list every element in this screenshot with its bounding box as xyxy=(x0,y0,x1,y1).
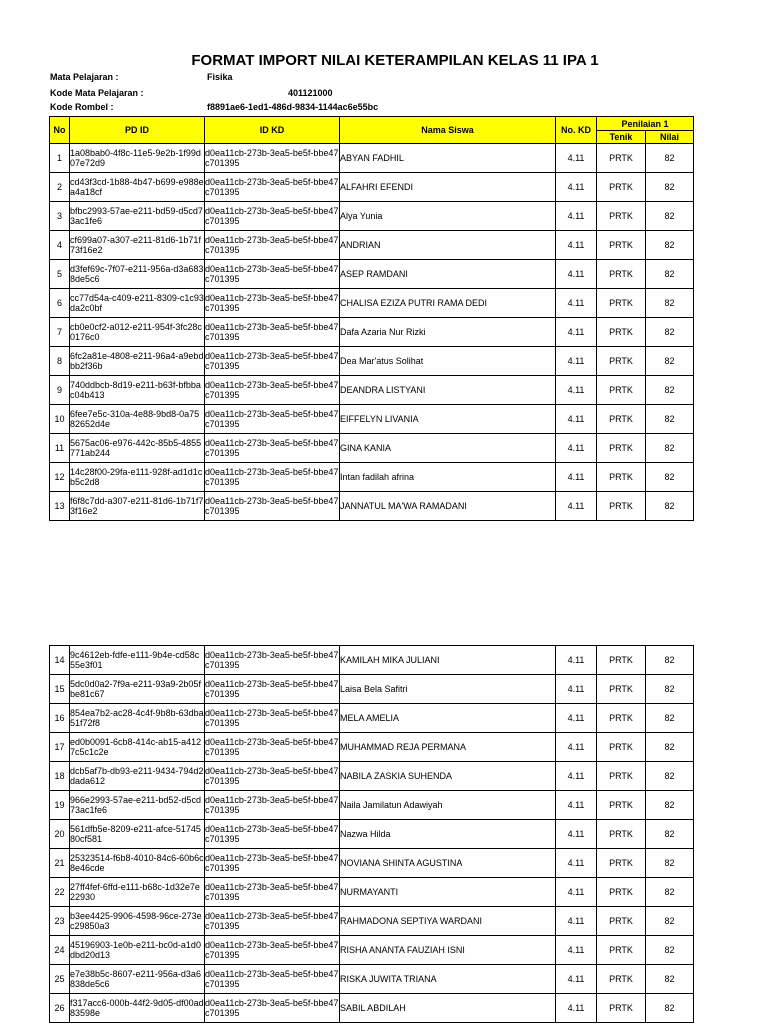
cell-id-kd: d0ea11cb-273b-3ea5-be5f-bbe47c701395 xyxy=(205,878,340,907)
cell-pd-id: b3ee4425-9906-4598-96ce-273ec29850a3 xyxy=(70,907,205,936)
cell-no: 6 xyxy=(50,289,70,318)
cell-no-kd: 4.11 xyxy=(556,376,597,405)
cell-id-kd: d0ea11cb-273b-3ea5-be5f-bbe47c701395 xyxy=(205,492,340,521)
cell-no-kd: 4.11 xyxy=(556,434,597,463)
cell-score: 82 xyxy=(646,463,694,492)
cell-pd-id: 854ea7b2-ac28-4c4f-9b8b-63dba51f72f8 xyxy=(70,704,205,733)
cell-id-kd: d0ea11cb-273b-3ea5-be5f-bbe47c701395 xyxy=(205,347,340,376)
cell-technique: PRTK xyxy=(597,231,646,260)
cell-technique: PRTK xyxy=(597,318,646,347)
cell-student-name: SABIL ABDILAH xyxy=(340,994,556,1023)
cell-technique: PRTK xyxy=(597,347,646,376)
cell-student-name: EIFFELYN LIVANIA xyxy=(340,405,556,434)
cell-pd-id: 9c4612eb-fdfe-e111-9b4e-cd58c55e3f01 xyxy=(70,646,205,675)
cell-id-kd: d0ea11cb-273b-3ea5-be5f-bbe47c701395 xyxy=(205,907,340,936)
cell-technique: PRTK xyxy=(597,492,646,521)
cell-score: 82 xyxy=(646,231,694,260)
cell-no: 4 xyxy=(50,231,70,260)
table-row xyxy=(50,173,694,202)
grades-table-bottom xyxy=(49,645,694,1023)
cell-technique: PRTK xyxy=(597,405,646,434)
cell-id-kd: d0ea11cb-273b-3ea5-be5f-bbe47c701395 xyxy=(205,994,340,1023)
cell-technique: PRTK xyxy=(597,173,646,202)
table-row xyxy=(50,347,694,376)
cell-no: 12 xyxy=(50,463,70,492)
table-row xyxy=(50,994,694,1023)
cell-student-name: RAHMADONA SEPTIYA WARDANI xyxy=(340,907,556,936)
cell-score: 82 xyxy=(646,405,694,434)
cell-student-name: Naila Jamilatun Adawiyah xyxy=(340,791,556,820)
cell-no-kd: 4.11 xyxy=(556,965,597,994)
table-row xyxy=(50,733,694,762)
cell-no-kd: 4.11 xyxy=(556,936,597,965)
cell-no: 24 xyxy=(50,936,70,965)
cell-id-kd: d0ea11cb-273b-3ea5-be5f-bbe47c701395 xyxy=(205,675,340,704)
cell-id-kd: d0ea11cb-273b-3ea5-be5f-bbe47c701395 xyxy=(205,260,340,289)
header-assessment: Penilaian 1 xyxy=(597,117,694,131)
table-row xyxy=(50,646,694,675)
table-row xyxy=(50,878,694,907)
header-no: No xyxy=(50,117,70,144)
cell-id-kd: d0ea11cb-273b-3ea5-be5f-bbe47c701395 xyxy=(205,965,340,994)
header-no-kd: No. KD xyxy=(556,117,597,144)
cell-student-name: RISHA ANANTA FAUZIAH ISNI xyxy=(340,936,556,965)
cell-technique: PRTK xyxy=(597,907,646,936)
cell-technique: PRTK xyxy=(597,994,646,1023)
cell-student-name: ALFAHRI EFENDI xyxy=(340,173,556,202)
cell-no-kd: 4.11 xyxy=(556,791,597,820)
header-pd-id: PD ID xyxy=(70,117,205,144)
cell-score: 82 xyxy=(646,994,694,1023)
page-title: FORMAT IMPORT NILAI KETERAMPILAN KELAS 11 IPA 1 xyxy=(191,52,599,69)
cell-pd-id: 6fee7e5c-310a-4e88-9bd8-0a7582652d4e xyxy=(70,405,205,434)
cell-no-kd: 4.11 xyxy=(556,260,597,289)
cell-no-kd: 4.11 xyxy=(556,318,597,347)
cell-student-name: Dea Mar'atus Solihat xyxy=(340,347,556,376)
cell-no: 10 xyxy=(50,405,70,434)
cell-id-kd: d0ea11cb-273b-3ea5-be5f-bbe47c701395 xyxy=(205,733,340,762)
cell-technique: PRTK xyxy=(597,762,646,791)
table-row xyxy=(50,144,694,173)
cell-no-kd: 4.11 xyxy=(556,733,597,762)
cell-no: 16 xyxy=(50,704,70,733)
cell-student-name: Laisa Bela Safitri xyxy=(340,675,556,704)
cell-no-kd: 4.11 xyxy=(556,231,597,260)
cell-technique: PRTK xyxy=(597,733,646,762)
cell-student-name: KAMILAH MIKA JULIANI xyxy=(340,646,556,675)
subject-code-value: 401121000 xyxy=(288,88,333,98)
cell-student-name: Intan fadilah afrina xyxy=(340,463,556,492)
cell-technique: PRTK xyxy=(597,936,646,965)
table-row xyxy=(50,907,694,936)
cell-score: 82 xyxy=(646,260,694,289)
cell-no-kd: 4.11 xyxy=(556,289,597,318)
cell-no: 8 xyxy=(50,347,70,376)
cell-no: 1 xyxy=(50,144,70,173)
cell-score: 82 xyxy=(646,733,694,762)
cell-no: 26 xyxy=(50,994,70,1023)
cell-no-kd: 4.11 xyxy=(556,878,597,907)
cell-score: 82 xyxy=(646,965,694,994)
table-row xyxy=(50,202,694,231)
cell-no-kd: 4.11 xyxy=(556,675,597,704)
cell-score: 82 xyxy=(646,646,694,675)
cell-technique: PRTK xyxy=(597,965,646,994)
subject-value: Fisika xyxy=(207,72,233,82)
cell-id-kd: d0ea11cb-273b-3ea5-be5f-bbe47c701395 xyxy=(205,144,340,173)
cell-no: 25 xyxy=(50,965,70,994)
cell-technique: PRTK xyxy=(597,791,646,820)
cell-no-kd: 4.11 xyxy=(556,492,597,521)
cell-id-kd: d0ea11cb-273b-3ea5-be5f-bbe47c701395 xyxy=(205,791,340,820)
cell-pd-id: 5675ac06-e976-442c-85b5-4855771ab244 xyxy=(70,434,205,463)
cell-score: 82 xyxy=(646,936,694,965)
cell-student-name: Dafa Azaria Nur Rizki xyxy=(340,318,556,347)
header-student-name: Nama Siswa xyxy=(340,117,556,144)
cell-technique: PRTK xyxy=(597,376,646,405)
cell-id-kd: d0ea11cb-273b-3ea5-be5f-bbe47c701395 xyxy=(205,173,340,202)
cell-pd-id: cb0e0cf2-a012-e211-954f-3fc28c0176c0 xyxy=(70,318,205,347)
cell-pd-id: d3fef69c-7f07-e211-956a-d3a6838de5c6 xyxy=(70,260,205,289)
cell-id-kd: d0ea11cb-273b-3ea5-be5f-bbe47c701395 xyxy=(205,318,340,347)
cell-score: 82 xyxy=(646,878,694,907)
subject-label: Mata Pelajaran : xyxy=(50,72,119,82)
metadata-block xyxy=(50,72,390,117)
cell-student-name: Nazwa Hilda xyxy=(340,820,556,849)
cell-no: 13 xyxy=(50,492,70,521)
subject-code-label: Kode Mata Pelajaran : xyxy=(50,88,144,98)
cell-technique: PRTK xyxy=(597,675,646,704)
cell-pd-id: 1a08bab0-4f8c-11e5-9e2b-1f99d07e72d9 xyxy=(70,144,205,173)
grades-table-top xyxy=(49,116,694,521)
cell-student-name: GINA KANIA xyxy=(340,434,556,463)
table-row xyxy=(50,820,694,849)
cell-student-name: ABYAN FADHIL xyxy=(340,144,556,173)
cell-pd-id: e7e38b5c-8607-e211-956a-d3a6838de5c6 xyxy=(70,965,205,994)
table-row xyxy=(50,318,694,347)
cell-technique: PRTK xyxy=(597,260,646,289)
cell-no: 14 xyxy=(50,646,70,675)
cell-id-kd: d0ea11cb-273b-3ea5-be5f-bbe47c701395 xyxy=(205,936,340,965)
cell-no-kd: 4.11 xyxy=(556,849,597,878)
cell-no-kd: 4.11 xyxy=(556,762,597,791)
cell-no-kd: 4.11 xyxy=(556,144,597,173)
cell-no-kd: 4.11 xyxy=(556,907,597,936)
cell-pd-id: 5dc0d0a2-7f9a-e211-93a9-2b05fbe81c67 xyxy=(70,675,205,704)
cell-id-kd: d0ea11cb-273b-3ea5-be5f-bbe47c701395 xyxy=(205,289,340,318)
cell-no-kd: 4.11 xyxy=(556,463,597,492)
cell-pd-id: 966e2993-57ae-e211-bd52-d5cd73ac1fe6 xyxy=(70,791,205,820)
cell-student-name: MELA AMELIA xyxy=(340,704,556,733)
rombel-code-label: Kode Rombel : xyxy=(50,102,114,112)
cell-no: 9 xyxy=(50,376,70,405)
cell-no: 19 xyxy=(50,791,70,820)
cell-student-name: JANNATUL MA'WA RAMADANI xyxy=(340,492,556,521)
table-row xyxy=(50,231,694,260)
cell-technique: PRTK xyxy=(597,289,646,318)
cell-student-name: MUHAMMAD REJA PERMANA xyxy=(340,733,556,762)
cell-id-kd: d0ea11cb-273b-3ea5-be5f-bbe47c701395 xyxy=(205,704,340,733)
cell-score: 82 xyxy=(646,675,694,704)
cell-pd-id: 25323514-f6b8-4010-84c6-60b6c8e46cde xyxy=(70,849,205,878)
cell-no: 22 xyxy=(50,878,70,907)
cell-no: 5 xyxy=(50,260,70,289)
cell-no: 17 xyxy=(50,733,70,762)
cell-pd-id: 561dfb5e-8209-e211-afce-5174580cf581 xyxy=(70,820,205,849)
table-row xyxy=(50,463,694,492)
table-row xyxy=(50,260,694,289)
cell-student-name: CHALISA EZIZA PUTRI RAMA DEDI xyxy=(340,289,556,318)
cell-student-name: Alya Yunia xyxy=(340,202,556,231)
cell-no: 18 xyxy=(50,762,70,791)
cell-pd-id: ed0b0091-6cb8-414c-ab15-a4127c5c1c2e xyxy=(70,733,205,762)
cell-pd-id: 45196903-1e0b-e211-bc0d-a1d0dbd20d13 xyxy=(70,936,205,965)
cell-student-name: NOVIANA SHINTA AGUSTINA xyxy=(340,849,556,878)
table-row xyxy=(50,762,694,791)
table-row xyxy=(50,376,694,405)
cell-no-kd: 4.11 xyxy=(556,704,597,733)
cell-no-kd: 4.11 xyxy=(556,994,597,1023)
cell-no-kd: 4.11 xyxy=(556,347,597,376)
cell-student-name: ANDRIAN xyxy=(340,231,556,260)
cell-id-kd: d0ea11cb-273b-3ea5-be5f-bbe47c701395 xyxy=(205,762,340,791)
cell-score: 82 xyxy=(646,144,694,173)
cell-no-kd: 4.11 xyxy=(556,202,597,231)
cell-pd-id: cf699a07-a307-e211-81d6-1b71f73f16e2 xyxy=(70,231,205,260)
cell-pd-id: cc77d54a-c409-e211-8309-c1c93da2c0bf xyxy=(70,289,205,318)
cell-id-kd: d0ea11cb-273b-3ea5-be5f-bbe47c701395 xyxy=(205,434,340,463)
cell-pd-id: dcb5af7b-db93-e211-9434-794d2dada612 xyxy=(70,762,205,791)
cell-score: 82 xyxy=(646,289,694,318)
table-row xyxy=(50,434,694,463)
cell-no-kd: 4.11 xyxy=(556,820,597,849)
table-row xyxy=(50,492,694,521)
cell-score: 82 xyxy=(646,907,694,936)
cell-id-kd: d0ea11cb-273b-3ea5-be5f-bbe47c701395 xyxy=(205,202,340,231)
cell-id-kd: d0ea11cb-273b-3ea5-be5f-bbe47c701395 xyxy=(205,376,340,405)
cell-no-kd: 4.11 xyxy=(556,646,597,675)
cell-no: 21 xyxy=(50,849,70,878)
cell-technique: PRTK xyxy=(597,820,646,849)
cell-score: 82 xyxy=(646,492,694,521)
cell-student-name: NURMAYANTI xyxy=(340,878,556,907)
cell-pd-id: bfbc2993-57ae-e211-bd59-d5cd73ac1fe6 xyxy=(70,202,205,231)
table-row xyxy=(50,791,694,820)
cell-score: 82 xyxy=(646,318,694,347)
cell-score: 82 xyxy=(646,849,694,878)
cell-no: 20 xyxy=(50,820,70,849)
cell-no: 3 xyxy=(50,202,70,231)
cell-score: 82 xyxy=(646,791,694,820)
cell-no: 2 xyxy=(50,173,70,202)
cell-technique: PRTK xyxy=(597,463,646,492)
cell-pd-id: 27ff4fef-6ffd-e111-b68c-1d32e7e22930 xyxy=(70,878,205,907)
cell-id-kd: d0ea11cb-273b-3ea5-be5f-bbe47c701395 xyxy=(205,405,340,434)
cell-no: 23 xyxy=(50,907,70,936)
cell-pd-id: 6fc2a81e-4808-e211-96a4-a9ebdbb2f36b xyxy=(70,347,205,376)
cell-technique: PRTK xyxy=(597,144,646,173)
cell-score: 82 xyxy=(646,704,694,733)
cell-pd-id: 14c28f00-29fa-e111-928f-ad1d1cb5c2d8 xyxy=(70,463,205,492)
cell-no-kd: 4.11 xyxy=(556,405,597,434)
header-score: Nilai xyxy=(646,131,694,144)
cell-id-kd: d0ea11cb-273b-3ea5-be5f-bbe47c701395 xyxy=(205,849,340,878)
cell-no-kd: 4.11 xyxy=(556,173,597,202)
header-id-kd: ID KD xyxy=(205,117,340,144)
cell-technique: PRTK xyxy=(597,704,646,733)
cell-id-kd: d0ea11cb-273b-3ea5-be5f-bbe47c701395 xyxy=(205,231,340,260)
cell-student-name: ASEP RAMDANI xyxy=(340,260,556,289)
cell-score: 82 xyxy=(646,347,694,376)
cell-score: 82 xyxy=(646,762,694,791)
cell-id-kd: d0ea11cb-273b-3ea5-be5f-bbe47c701395 xyxy=(205,646,340,675)
cell-score: 82 xyxy=(646,376,694,405)
cell-student-name: DEANDRA LISTYANI xyxy=(340,376,556,405)
rombel-code-value: f8891ae6-1ed1-486d-9834-1144ac6e55bc xyxy=(207,102,379,112)
table-row xyxy=(50,405,694,434)
cell-student-name: NABILA ZASKIA SUHENDA xyxy=(340,762,556,791)
cell-pd-id: f6f8c7dd-a307-e211-81d6-1b71f73f16e2 xyxy=(70,492,205,521)
cell-id-kd: d0ea11cb-273b-3ea5-be5f-bbe47c701395 xyxy=(205,463,340,492)
table-row xyxy=(50,289,694,318)
cell-technique: PRTK xyxy=(597,878,646,907)
table-row xyxy=(50,704,694,733)
cell-score: 82 xyxy=(646,820,694,849)
table-row xyxy=(50,849,694,878)
cell-no: 11 xyxy=(50,434,70,463)
cell-pd-id: cd43f3cd-1b88-4b47-b699-e988ea4a18cf xyxy=(70,173,205,202)
cell-no: 15 xyxy=(50,675,70,704)
cell-id-kd: d0ea11cb-273b-3ea5-be5f-bbe47c701395 xyxy=(205,820,340,849)
table-row xyxy=(50,965,694,994)
cell-score: 82 xyxy=(646,202,694,231)
table-row xyxy=(50,936,694,965)
cell-score: 82 xyxy=(646,434,694,463)
table-row xyxy=(50,675,694,704)
cell-student-name: RISKA JUWITA TRIANA xyxy=(340,965,556,994)
cell-no: 7 xyxy=(50,318,70,347)
cell-technique: PRTK xyxy=(597,434,646,463)
cell-score: 82 xyxy=(646,173,694,202)
cell-pd-id: f317acc6-000b-44f2-9d05-df00ad83598e xyxy=(70,994,205,1023)
cell-pd-id: 740ddbcb-8d19-e211-b63f-bfbbac04b413 xyxy=(70,376,205,405)
cell-technique: PRTK xyxy=(597,646,646,675)
cell-technique: PRTK xyxy=(597,849,646,878)
cell-technique: PRTK xyxy=(597,202,646,231)
header-technique: Tenik xyxy=(597,131,646,144)
